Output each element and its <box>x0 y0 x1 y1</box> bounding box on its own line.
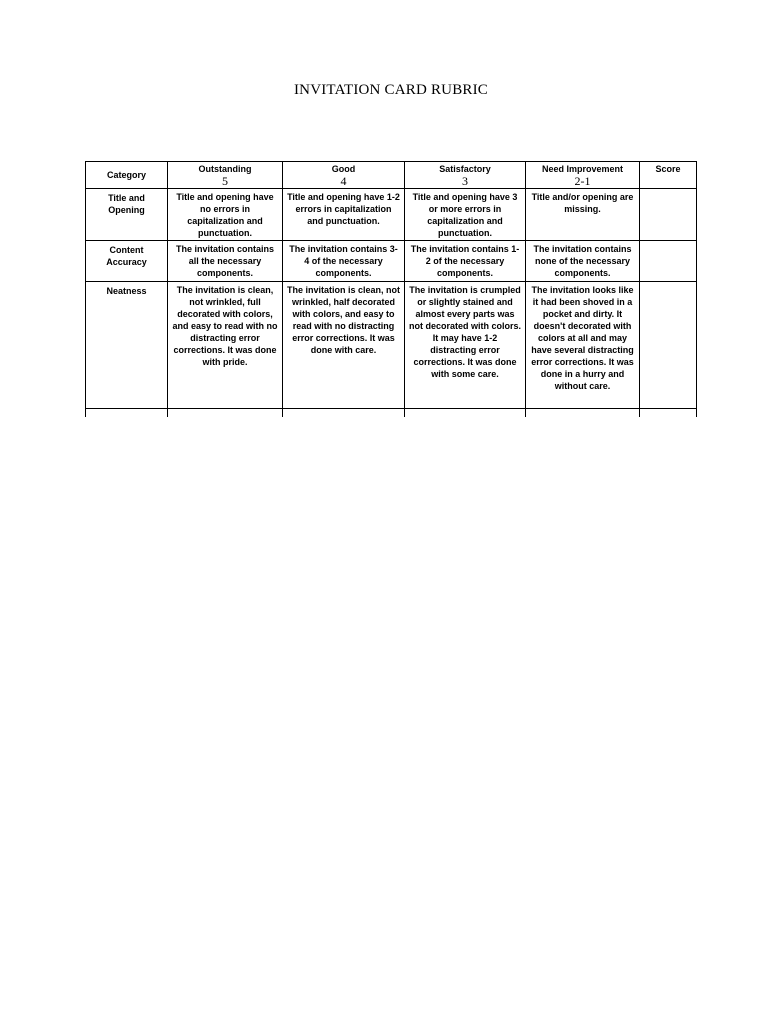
table-row <box>86 408 697 417</box>
category-label: Content Accuracy <box>106 245 147 268</box>
column-score-value: 5 <box>222 174 228 188</box>
criteria-cell <box>283 281 405 408</box>
category-cell <box>86 189 168 241</box>
criteria-text: The invitation contains 1-2 of the necessary components. <box>410 244 520 279</box>
column-score-value: 2-1 <box>574 174 591 188</box>
empty-cell <box>168 408 283 417</box>
criteria-text: The invitation looks like it had been shoved in a pocket and dirty. It doesn't decorated with colors at all and may have several distracting error corrections. It was done in a hurry and without care. <box>531 284 634 391</box>
criteria-cell <box>283 189 405 241</box>
column-header-category <box>86 162 168 189</box>
criteria-text: The invitation contains all the necessary components. <box>175 244 274 279</box>
criteria-cell <box>168 189 283 241</box>
column-header-label: Good <box>331 164 356 174</box>
criteria-text: The invitation is clean, not wrinkled, full decorated with colors, and easy to read with no distracting error corrections. It was done with pride. <box>172 284 278 367</box>
column-header-score <box>640 162 697 189</box>
score-cell <box>640 281 697 408</box>
column-header-satisfactory <box>405 162 526 189</box>
empty-cell <box>86 408 168 417</box>
criteria-cell <box>168 241 283 282</box>
criteria-text: Title and/or opening are missing. <box>531 192 634 215</box>
empty-cell <box>405 408 526 417</box>
empty-cell <box>283 408 405 417</box>
column-header-outstanding <box>168 162 283 189</box>
column-score-value: 3 <box>462 174 468 188</box>
category-label: Neatness <box>106 285 147 296</box>
score-cell <box>640 241 697 282</box>
column-header-label: Category <box>106 170 146 181</box>
table-row <box>86 241 697 282</box>
criteria-cell <box>526 241 640 282</box>
criteria-text: The invitation is clean, not wrinkled, half decorated with colors, and easy to read with no distracting error corrections. It was done with care. <box>287 284 401 355</box>
column-score-value: 4 <box>340 174 347 188</box>
criteria-text: Title and opening have no errors in capitalization and punctuation. <box>176 192 274 239</box>
empty-cell <box>640 408 697 417</box>
page-title: INVITATION CARD RUBRIC <box>293 82 489 98</box>
criteria-text: Title and opening have 3 or more errors in capitalization and punctuation. <box>412 192 518 239</box>
criteria-cell <box>405 241 526 282</box>
category-cell <box>86 281 168 408</box>
column-header-label: Score <box>655 164 681 174</box>
criteria-text: Title and opening have 1-2 errors in capitalization and punctuation. <box>287 192 400 227</box>
column-header-label: Satisfactory <box>439 164 491 174</box>
criteria-text: The invitation contains none of the necessary components. <box>533 244 632 279</box>
empty-cell <box>526 408 640 417</box>
column-header-label: Need Improvement <box>541 164 624 174</box>
score-cell <box>640 189 697 241</box>
criteria-cell <box>526 189 640 241</box>
criteria-cell <box>405 281 526 408</box>
category-label: Title and Opening <box>108 193 145 216</box>
rubric-table <box>85 161 697 417</box>
column-header-need-improvement <box>526 162 640 189</box>
criteria-cell <box>283 241 405 282</box>
column-header-label: Outstanding <box>198 164 252 174</box>
header-row <box>86 162 697 189</box>
criteria-text: The invitation contains 3-4 of the necessary components. <box>289 244 398 279</box>
table-row <box>86 281 697 408</box>
category-cell <box>86 241 168 282</box>
criteria-cell <box>526 281 640 408</box>
criteria-cell <box>168 281 283 408</box>
column-header-good <box>283 162 405 189</box>
table-row <box>86 189 697 241</box>
criteria-cell <box>405 189 526 241</box>
criteria-text: The invitation is crumpled or slightly stained and almost every parts was not decorated with colors. It may have 1-2 distracting error corrections. It was done with some care. <box>409 284 522 379</box>
